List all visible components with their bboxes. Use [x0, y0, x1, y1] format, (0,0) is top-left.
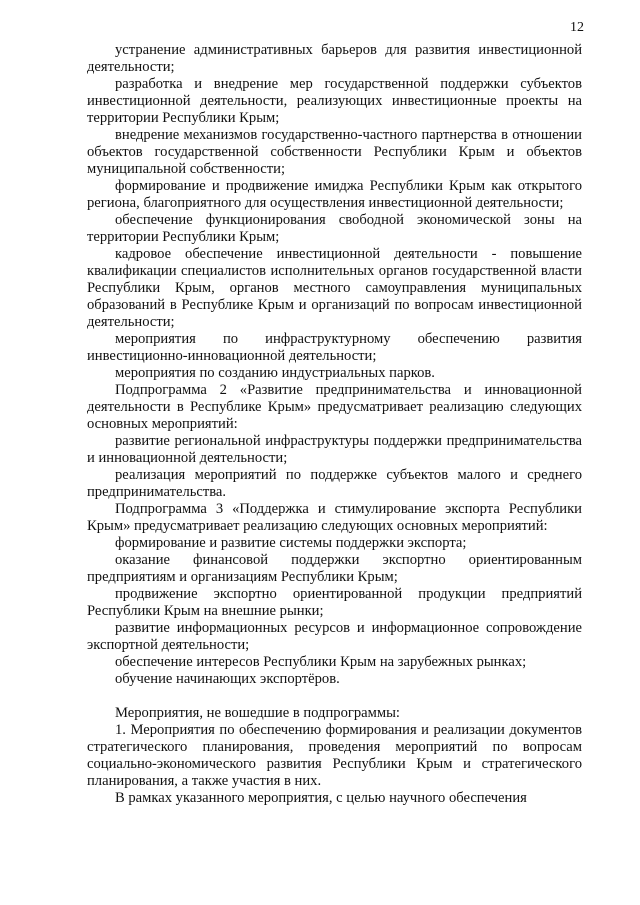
paragraph: оказание финансовой поддержки экспортно ориентированным предприятиям и организациям Республики Крым;: [87, 552, 582, 585]
paragraph: формирование и продвижение имиджа Республики Крым как открытого региона, благоприятного для осуществления инвестиционной деятельности;: [87, 178, 582, 211]
paragraph: устранение административных барьеров для развития инвестиционной деятельности;: [87, 42, 582, 75]
paragraph: развитие региональной инфраструктуры поддержки предпринимательства и инновационной деятельности;: [87, 433, 582, 466]
paragraph: продвижение экспортно ориентированной продукции предприятий Республики Крым на внешние рынки;: [87, 586, 582, 619]
paragraph: мероприятия по инфраструктурному обеспечению развития инвестиционно-инновационной деятельности;: [87, 331, 582, 364]
paragraph: формирование и развитие системы поддержки экспорта;: [115, 535, 467, 551]
paragraph: Подпрограмма 3 «Поддержка и стимулирование экспорта Республики Крым» предусматривает реализацию следующих основных мероприятий:: [87, 501, 582, 534]
paragraph: Подпрограмма 2 «Развитие предпринимательства и инновационной деятельности в Республике Крым» предусматривает реализацию следующих основных мероприятий:: [87, 382, 582, 432]
paragraph: кадровое обеспечение инвестиционной деятельности - повышение квалификации специалистов исполнительных органов государственной власти Республики Крым, органов местного самоуправления муниципальных образований в Республике Крым и организаций по вопросам инвестиционной деятельности;: [87, 246, 582, 330]
paragraph: обеспечение функционирования свободной экономической зоны на территории Республики Крым;: [87, 212, 582, 245]
paragraph: обучение начинающих экспортёров.: [115, 671, 340, 687]
paragraph: мероприятия по созданию индустриальных парков.: [115, 365, 435, 381]
paragraph: развитие информационных ресурсов и информационное сопровождение экспортной деятельности;: [87, 620, 582, 653]
paragraph: разработка и внедрение мер государственной поддержки субъектов инвестиционной деятельности, реализующих инвестиционные проекты на территории Республики Крым;: [87, 76, 582, 126]
paragraph: внедрение механизмов государственно-частного партнерства в отношении объектов государственной собственности Республики Крым и объектов муниципальной собственности;: [87, 127, 582, 177]
document-body: [87, 42, 582, 807]
paragraph: обеспечение интересов Республики Крым на зарубежных рынках;: [115, 654, 527, 670]
section-heading: Мероприятия, не вошедшие в подпрограммы:: [115, 705, 400, 721]
page-number: 12: [570, 20, 584, 35]
paragraph: 1. Мероприятия по обеспечению формирования и реализации документов стратегического планирования, проведения мероприятий по вопросам социально-экономического развития Республики Крым и стратегического планирования, а также участия в них.: [87, 722, 582, 789]
paragraph: реализация мероприятий по поддержке субъектов малого и среднего предпринимательства.: [87, 467, 582, 500]
paragraph: В рамках указанного мероприятия, с целью научного обеспечения: [115, 790, 527, 806]
